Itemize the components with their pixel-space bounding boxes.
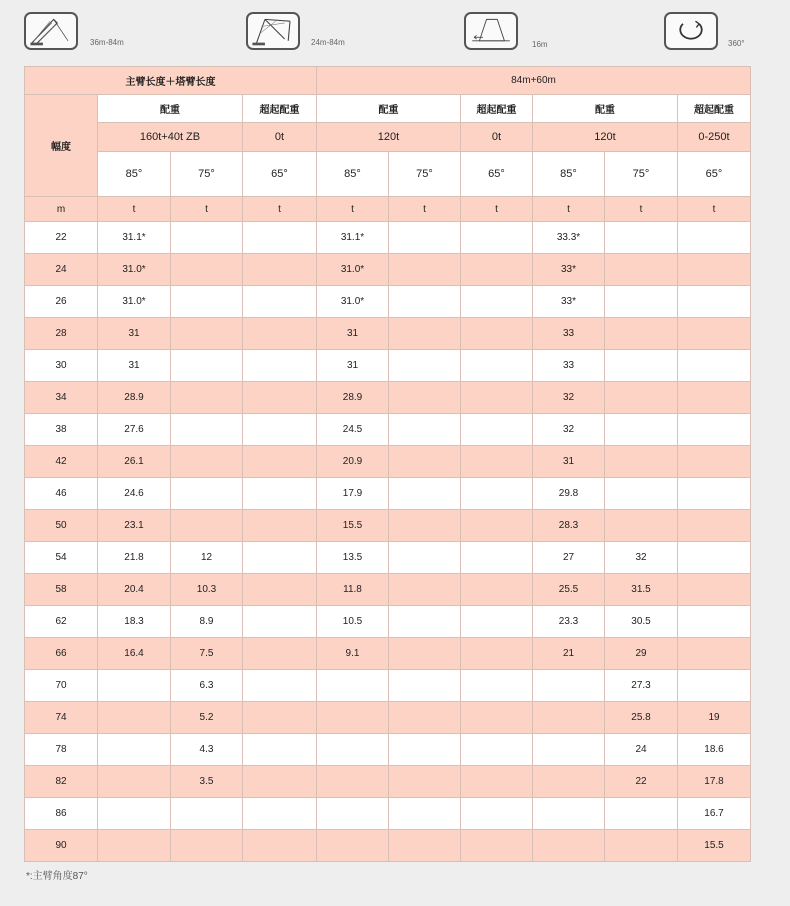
- load-cell: [461, 446, 533, 478]
- table-row: [25, 510, 751, 542]
- load-cell: 11.8: [317, 574, 389, 606]
- load-cell: 6.3: [171, 670, 243, 702]
- load-cell: 31: [317, 318, 389, 350]
- load-cell: [605, 446, 678, 478]
- load-cell: 13.5: [317, 542, 389, 574]
- load-cell: 33.3*: [533, 222, 605, 254]
- table-row: [25, 766, 751, 798]
- table-row: [25, 318, 751, 350]
- load-cell: 31: [98, 318, 171, 350]
- table-row: [25, 254, 751, 286]
- boom-config-label: 主臂长度＋塔臂长度: [25, 67, 317, 95]
- load-cell: [678, 254, 751, 286]
- load-cell: [605, 510, 678, 542]
- table-row: [25, 702, 751, 734]
- load-cell: 20.9: [317, 446, 389, 478]
- rotation-360-icon: [664, 12, 718, 50]
- load-cell: [461, 318, 533, 350]
- load-cell: 9.1: [317, 638, 389, 670]
- unit-load: t: [605, 197, 678, 222]
- load-cell: [389, 702, 461, 734]
- load-cell: [389, 478, 461, 510]
- superlift-value-3: 0-250t: [678, 123, 751, 152]
- table-row: [25, 606, 751, 638]
- load-cell: [389, 798, 461, 830]
- load-cell: [98, 670, 171, 702]
- load-cell: [605, 350, 678, 382]
- radius-cell: 46: [25, 478, 98, 510]
- load-cell: [98, 830, 171, 862]
- load-cell: [98, 734, 171, 766]
- angle-cell: 75°: [389, 152, 461, 197]
- load-cell: [678, 446, 751, 478]
- load-cell: [678, 510, 751, 542]
- unit-radius: m: [25, 197, 98, 222]
- load-cell: 31.1*: [317, 222, 389, 254]
- load-cell: [678, 318, 751, 350]
- radius-cell: 54: [25, 542, 98, 574]
- load-cell: [461, 542, 533, 574]
- load-cell: [389, 734, 461, 766]
- load-cell: [389, 254, 461, 286]
- load-cell: [461, 670, 533, 702]
- load-cell: [389, 318, 461, 350]
- load-cell: 19: [678, 702, 751, 734]
- load-cell: [533, 670, 605, 702]
- load-cell: [171, 798, 243, 830]
- load-cell: [533, 798, 605, 830]
- angle-cell: 65°: [243, 152, 317, 197]
- radius-cell: 24: [25, 254, 98, 286]
- load-cell: 27.3: [605, 670, 678, 702]
- load-cell: [461, 414, 533, 446]
- table-row: [25, 638, 751, 670]
- load-cell: [317, 766, 389, 798]
- load-cell: 33: [533, 350, 605, 382]
- load-cell: [317, 702, 389, 734]
- table-row: [25, 734, 751, 766]
- radius-cell: 86: [25, 798, 98, 830]
- load-cell: [243, 542, 317, 574]
- load-cell: [243, 510, 317, 542]
- load-cell: 5.2: [171, 702, 243, 734]
- load-cell: [243, 446, 317, 478]
- load-cell: [389, 606, 461, 638]
- track-width-label: 16m: [532, 40, 548, 49]
- unit-load: t: [243, 197, 317, 222]
- load-cell: [243, 350, 317, 382]
- superlift-value-2: 0t: [461, 123, 533, 152]
- load-cell: [389, 382, 461, 414]
- unit-load: t: [533, 197, 605, 222]
- load-cell: [243, 574, 317, 606]
- load-cell: [461, 702, 533, 734]
- unit-load: t: [461, 197, 533, 222]
- load-cell: 31: [317, 350, 389, 382]
- load-cell: 27: [533, 542, 605, 574]
- unit-row: [25, 197, 751, 222]
- load-cell: 32: [533, 382, 605, 414]
- table-row: [25, 542, 751, 574]
- load-cell: 8.9: [171, 606, 243, 638]
- radius-cell: 42: [25, 446, 98, 478]
- track-width-icon: [464, 12, 518, 50]
- load-cell: 10.3: [171, 574, 243, 606]
- load-cell: [243, 318, 317, 350]
- load-cell: [605, 254, 678, 286]
- load-cell: [171, 414, 243, 446]
- load-cell: [243, 414, 317, 446]
- lattice-crane-label: 36m-84m: [90, 38, 124, 47]
- load-cell: [171, 222, 243, 254]
- load-cell: [317, 734, 389, 766]
- load-cell: [678, 414, 751, 446]
- angle-cell: 75°: [605, 152, 678, 197]
- load-cell: [171, 446, 243, 478]
- load-cell: 32: [533, 414, 605, 446]
- radius-cell: 70: [25, 670, 98, 702]
- load-cell: 33*: [533, 254, 605, 286]
- load-cell: [605, 318, 678, 350]
- radius-cell: 82: [25, 766, 98, 798]
- load-cell: 31: [98, 350, 171, 382]
- angle-cell: 75°: [171, 152, 243, 197]
- load-cell: 30.5: [605, 606, 678, 638]
- table-row: [25, 446, 751, 478]
- load-cell: [605, 798, 678, 830]
- load-cell: [243, 638, 317, 670]
- table-row: [25, 222, 751, 254]
- load-cell: [461, 606, 533, 638]
- radius-cell: 90: [25, 830, 98, 862]
- table-row: [25, 286, 751, 318]
- load-cell: 31.0*: [317, 286, 389, 318]
- load-cell: [533, 734, 605, 766]
- load-cell: 28.9: [98, 382, 171, 414]
- load-cell: [678, 542, 751, 574]
- boom-config-value: 84m+60m: [317, 67, 751, 95]
- load-cell: [678, 670, 751, 702]
- load-cell: [171, 830, 243, 862]
- load-cell: 29.8: [533, 478, 605, 510]
- load-cell: [389, 670, 461, 702]
- load-cell: 16.4: [98, 638, 171, 670]
- load-cell: [461, 222, 533, 254]
- load-cell: [678, 286, 751, 318]
- load-cell: 15.5: [678, 830, 751, 862]
- load-cell: [243, 254, 317, 286]
- load-cell: 17.9: [317, 478, 389, 510]
- load-cell: [243, 702, 317, 734]
- load-cell: [243, 670, 317, 702]
- radius-cell: 38: [25, 414, 98, 446]
- load-cell: [243, 830, 317, 862]
- load-cell: 24.6: [98, 478, 171, 510]
- load-cell: 31: [533, 446, 605, 478]
- load-cell: [389, 286, 461, 318]
- angle-row: [25, 152, 751, 197]
- unit-load: t: [678, 197, 751, 222]
- load-cell: 18.6: [678, 734, 751, 766]
- load-cell: [461, 830, 533, 862]
- load-cell: [605, 414, 678, 446]
- load-cell: 16.7: [678, 798, 751, 830]
- load-cell: [605, 382, 678, 414]
- radius-cell: 34: [25, 382, 98, 414]
- load-cell: [461, 574, 533, 606]
- unit-load: t: [98, 197, 171, 222]
- load-cell: [98, 798, 171, 830]
- load-cell: [243, 286, 317, 318]
- load-cell: 7.5: [171, 638, 243, 670]
- load-cell: 10.5: [317, 606, 389, 638]
- table-row: [25, 382, 751, 414]
- load-cell: 23.1: [98, 510, 171, 542]
- load-cell: [317, 798, 389, 830]
- load-cell: 28.9: [317, 382, 389, 414]
- load-cell: [98, 766, 171, 798]
- load-cell: [171, 382, 243, 414]
- load-cell: [605, 830, 678, 862]
- load-cell: 4.3: [171, 734, 243, 766]
- load-cell: [243, 382, 317, 414]
- angle-cell: 85°: [317, 152, 389, 197]
- radius-cell: 26: [25, 286, 98, 318]
- counterweight-value-row: [25, 123, 751, 152]
- load-chart-table: [24, 66, 751, 862]
- load-cell: [243, 798, 317, 830]
- radius-cell: 50: [25, 510, 98, 542]
- footnote: *:主臂角度87°: [26, 871, 88, 882]
- counterweight-value-3: 120t: [533, 123, 678, 152]
- load-cell: [533, 830, 605, 862]
- table-row: [25, 670, 751, 702]
- load-cell: 21: [533, 638, 605, 670]
- load-cell: 20.4: [98, 574, 171, 606]
- boom-config-row: [25, 67, 751, 95]
- load-cell: 15.5: [317, 510, 389, 542]
- load-cell: [243, 766, 317, 798]
- table-row: [25, 350, 751, 382]
- table-row: [25, 830, 751, 862]
- load-cell: [389, 638, 461, 670]
- load-cell: [461, 798, 533, 830]
- radius-cell: 30: [25, 350, 98, 382]
- load-cell: 21.8: [98, 542, 171, 574]
- table-row: [25, 414, 751, 446]
- load-cell: [605, 478, 678, 510]
- load-cell: [171, 478, 243, 510]
- load-cell: 31.0*: [98, 254, 171, 286]
- load-cell: [461, 286, 533, 318]
- load-cell: [389, 542, 461, 574]
- load-cell: [461, 478, 533, 510]
- load-cell: [678, 606, 751, 638]
- load-cell: 12: [171, 542, 243, 574]
- load-cell: [389, 414, 461, 446]
- counterweight-label-2: 配重: [317, 95, 461, 123]
- load-cell: 31.0*: [98, 286, 171, 318]
- load-cell: 31.1*: [98, 222, 171, 254]
- counterweight-value-1: 160t+40t ZB: [98, 123, 243, 152]
- load-cell: [678, 350, 751, 382]
- angle-cell: 65°: [678, 152, 751, 197]
- radius-cell: 22: [25, 222, 98, 254]
- load-cell: [389, 766, 461, 798]
- counterweight-label-1: 配重: [98, 95, 243, 123]
- load-cell: 31.5: [605, 574, 678, 606]
- load-data-body: [25, 222, 751, 862]
- load-cell: [678, 382, 751, 414]
- load-cell: 18.3: [98, 606, 171, 638]
- luffing-jib-crane-icon: [246, 12, 300, 50]
- load-cell: [461, 350, 533, 382]
- load-cell: [317, 830, 389, 862]
- load-cell: [389, 446, 461, 478]
- icon-strip: [0, 0, 790, 62]
- load-cell: [389, 350, 461, 382]
- counterweight-label-3: 配重: [533, 95, 678, 123]
- rotation-360-label: 360°: [728, 39, 745, 48]
- counterweight-header-row: [25, 95, 751, 123]
- radius-cell: 58: [25, 574, 98, 606]
- load-cell: 33*: [533, 286, 605, 318]
- load-cell: [605, 222, 678, 254]
- unit-load: t: [317, 197, 389, 222]
- load-cell: 24.5: [317, 414, 389, 446]
- load-cell: [243, 734, 317, 766]
- table-row: [25, 798, 751, 830]
- load-cell: [678, 574, 751, 606]
- load-cell: 31.0*: [317, 254, 389, 286]
- load-cell: 17.8: [678, 766, 751, 798]
- load-cell: [317, 670, 389, 702]
- load-cell: [678, 222, 751, 254]
- table-row: [25, 478, 751, 510]
- counterweight-value-2: 120t: [317, 123, 461, 152]
- load-cell: [461, 766, 533, 798]
- load-cell: [171, 318, 243, 350]
- load-cell: [389, 574, 461, 606]
- load-cell: 25.8: [605, 702, 678, 734]
- radius-cell: 28: [25, 318, 98, 350]
- load-cell: 28.3: [533, 510, 605, 542]
- radius-label: 幅度: [25, 95, 98, 197]
- radius-cell: 62: [25, 606, 98, 638]
- angle-cell: 65°: [461, 152, 533, 197]
- load-cell: [533, 702, 605, 734]
- load-cell: 22: [605, 766, 678, 798]
- load-cell: [243, 222, 317, 254]
- superlift-value-1: 0t: [243, 123, 317, 152]
- unit-load: t: [171, 197, 243, 222]
- load-cell: [171, 350, 243, 382]
- load-cell: [678, 638, 751, 670]
- radius-cell: 66: [25, 638, 98, 670]
- load-cell: 32: [605, 542, 678, 574]
- load-cell: 3.5: [171, 766, 243, 798]
- load-cell: [389, 222, 461, 254]
- load-cell: [98, 702, 171, 734]
- angle-cell: 85°: [98, 152, 171, 197]
- load-cell: 26.1: [98, 446, 171, 478]
- radius-cell: 74: [25, 702, 98, 734]
- load-cell: [171, 510, 243, 542]
- load-cell: 33: [533, 318, 605, 350]
- lattice-crane-icon: [24, 12, 78, 50]
- load-cell: 24: [605, 734, 678, 766]
- load-cell: [461, 254, 533, 286]
- load-cell: 25.5: [533, 574, 605, 606]
- load-cell: [389, 830, 461, 862]
- angle-cell: 85°: [533, 152, 605, 197]
- superlift-label-1: 超起配重: [243, 95, 317, 123]
- load-cell: [461, 734, 533, 766]
- load-cell: 27.6: [98, 414, 171, 446]
- load-cell: [605, 286, 678, 318]
- load-cell: 23.3: [533, 606, 605, 638]
- table-row: [25, 574, 751, 606]
- load-cell: [533, 766, 605, 798]
- load-cell: [171, 254, 243, 286]
- radius-cell: 78: [25, 734, 98, 766]
- unit-load: t: [389, 197, 461, 222]
- load-cell: [389, 510, 461, 542]
- load-cell: [461, 638, 533, 670]
- load-cell: 29: [605, 638, 678, 670]
- load-cell: [243, 606, 317, 638]
- load-cell: [461, 510, 533, 542]
- load-cell: [243, 478, 317, 510]
- load-cell: [461, 382, 533, 414]
- load-cell: [171, 286, 243, 318]
- luffing-jib-crane-label: 24m-84m: [311, 38, 345, 47]
- load-cell: [678, 478, 751, 510]
- superlift-label-2: 超起配重: [461, 95, 533, 123]
- superlift-label-3: 超起配重: [678, 95, 751, 123]
